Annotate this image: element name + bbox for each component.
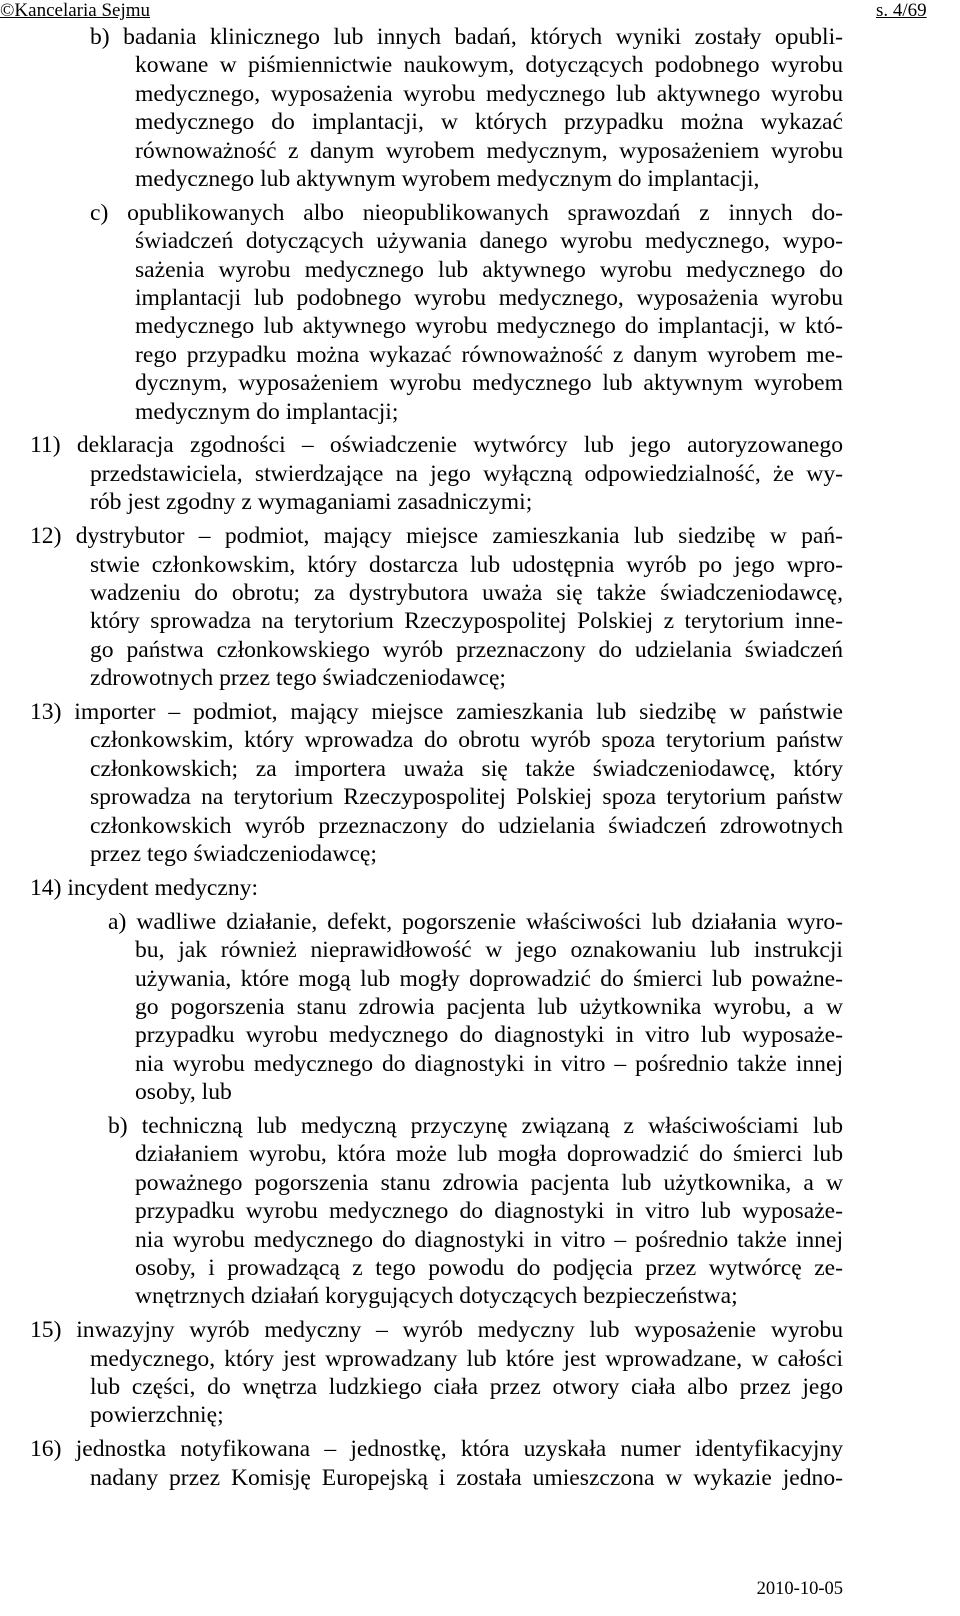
text-line: 15) inwazyjny wyrób medyczny – wyrób medyczny lub wyposażenie wyrobu	[30, 1317, 843, 1344]
document-body	[0, 23, 960, 1492]
header-copyright: ©Kancelaria Sejmu	[0, 0, 151, 21]
text-line: nia wyrobu medycznego do diagnostyki in vitro – pośrednio także innej	[135, 1226, 843, 1253]
text-line: zdrowotnych przez tego świadczeniodawcę;	[90, 665, 506, 692]
text-line: nia wyrobu medycznego do diagnostyki in vitro – pośrednio także innej	[135, 1050, 843, 1077]
text-line: przypadku wyrobu medycznego do diagnostyki in vitro lub wyposaże-	[135, 1022, 843, 1049]
text-line: rego przypadku można wykazać równoważność z danym wyrobem me-	[135, 341, 843, 368]
text-line: rób jest zgodny z wymaganiami zasadniczymi;	[90, 489, 533, 516]
definition-12	[0, 522, 960, 692]
text-line: b) badania klinicznego lub innych badań, których wyniki zostały opubli-	[90, 24, 843, 50]
text-line: używania, które mogą lub mogły doprowadzić do śmierci lub poważne-	[135, 965, 843, 992]
text-line: stwie członkowskim, który dostarcza lub udostępnia wyrób po jego wpro-	[90, 551, 843, 578]
definition-14-point-a	[0, 908, 960, 1107]
text-line: członkowskich; za importera uważa się także świadczeniodawcę, który	[90, 755, 843, 782]
text-line: c) opublikowanych albo nieopublikowanych sprawozdań z innych do-	[90, 199, 843, 226]
definition-15	[0, 1316, 960, 1430]
text-line: implantacji lub podobnego wyrobu medycznego, wyposażenia wyrobu	[135, 285, 843, 312]
text-line: kowane w piśmiennictwie naukowym, dotyczących podobnego wyrobu	[135, 52, 843, 79]
text-line: przedstawiciela, stwierdzające na jego wyłączną odpowiedzialność, że wy-	[90, 460, 843, 487]
text-line: 11) deklaracja zgodności – oświadczenie wytwórcy lub jego autoryzowanego	[30, 432, 843, 459]
text-line: medycznym do implantacji;	[135, 398, 399, 425]
text-line: przez tego świadczeniodawcę;	[90, 840, 377, 867]
text-line: a) wadliwe działanie, defekt, pogorszenie właściwości lub działania wyro-	[108, 908, 843, 935]
text-line: przypadku wyrobu medycznego do diagnostyki in vitro lub wyposaże-	[135, 1198, 843, 1225]
text-line: wnętrznych działań korygujących dotyczących bezpieczeństwa;	[135, 1283, 738, 1310]
text-line: nadany przez Komisję Europejską i została umieszczona w wykazie jedno-	[90, 1464, 843, 1491]
text-line: świadczeń dotyczących używania danego wyrobu medycznego, wypo-	[135, 228, 843, 255]
text-line: dycznym, wyposażeniem wyrobu medycznego lub aktywnym wyrobem	[135, 370, 843, 397]
definition-14-point-b	[0, 1112, 960, 1311]
text-line: medycznego do implantacji, w których przypadku można wykazać	[135, 109, 843, 136]
text-line: go pogorszenia stanu zdrowia pacjenta lub użytkownika wyrobu, a w	[135, 993, 843, 1020]
header-page-number: s. 4/69	[876, 0, 927, 21]
text-line: lub części, do wnętrza ludzkiego ciała przez otwory ciała albo przez jego	[90, 1373, 843, 1400]
text-line: członkowskich wyrób przeznaczony do udzielania świadczeń zdrowotnych	[90, 812, 843, 839]
text-line: sażenia wyrobu medycznego lub aktywnego wyrobu medycznego do	[135, 256, 843, 283]
text-line: 14) incydent medyczny:	[30, 874, 258, 901]
definition-16	[0, 1435, 960, 1492]
text-line: medycznego lub aktywnego wyrobu medycznego do implantacji, w któ-	[135, 313, 843, 340]
definition-14	[0, 874, 960, 902]
text-line: który sprowadza na terytorium Rzeczypospolitej Polskiej z terytorium inne-	[90, 608, 843, 635]
text-line: go państwa członkowskiego wyrób przeznaczony do udzielania świadczeń	[90, 636, 843, 663]
point-c	[0, 199, 960, 426]
text-line: członkowskim, który wprowadza do obrotu wyrób spoza terytorium państw	[90, 727, 843, 754]
point-b	[0, 23, 960, 193]
text-line: 12) dystrybutor – podmiot, mający miejsce zamieszkania lub siedzibę w pań-	[30, 523, 843, 550]
text-line: sprowadza na terytorium Rzeczypospolitej Polskiej spoza terytorium państw	[90, 784, 843, 811]
text-line: b) techniczną lub medyczną przyczynę związaną z właściwościami lub	[108, 1112, 843, 1139]
text-line: 16) jednostka notyfikowana – jednostkę, która uzyskała numer identyfikacyjny	[30, 1436, 843, 1463]
text-line: osoby, i prowadzącą z tego powodu do podjęcia przez wytwórcę ze-	[135, 1254, 843, 1281]
definition-11	[0, 431, 960, 516]
text-line: równoważność z danym wyrobem medycznym, wyposażeniem wyrobu	[135, 137, 843, 164]
text-line: wadzeniu do obrotu; za dystrybutora uważa się także świadczeniodawcę,	[90, 579, 843, 606]
text-line: bu, jak również nieprawidłowość w jego oznakowaniu lub instrukcji	[135, 937, 843, 964]
text-line: działaniem wyrobu, która może lub mogła doprowadzić do śmierci lub	[135, 1141, 843, 1168]
definition-13	[0, 698, 960, 868]
text-line: osoby, lub	[135, 1079, 232, 1106]
text-line: medycznego, który jest wprowadzany lub które jest wprowadzane, w całości	[90, 1345, 843, 1372]
text-line: medycznego lub aktywnym wyrobem medycznym do implantacji,	[135, 165, 760, 192]
text-line: medycznego, wyposażenia wyrobu medycznego lub aktywnego wyrobu	[135, 80, 843, 107]
footer-date: 2010-10-05	[756, 1579, 843, 1599]
text-line: 13) importer – podmiot, mający miejsce zamieszkania lub siedzibę w państwie	[30, 698, 843, 725]
text-line: powierzchnię;	[90, 1402, 224, 1429]
text-line: poważnego pogorszenia stanu zdrowia pacjenta lub użytkownika, a w	[135, 1169, 843, 1196]
